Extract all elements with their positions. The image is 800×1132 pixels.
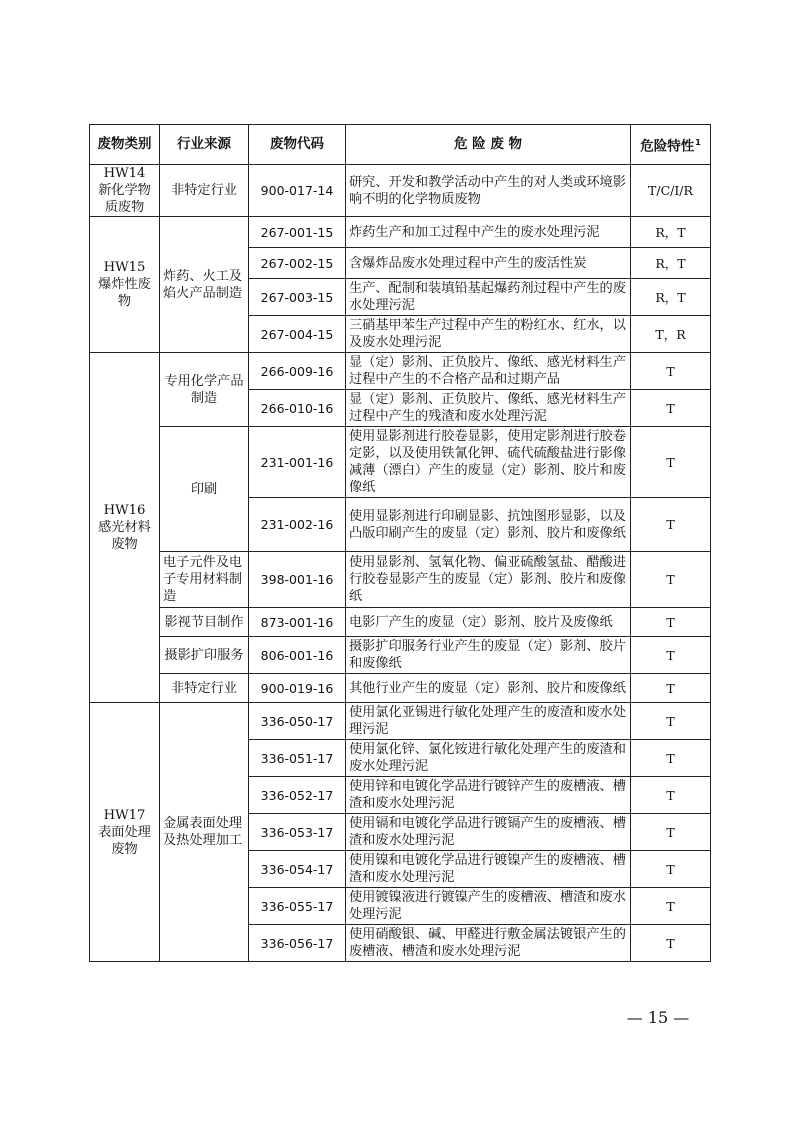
code-cell: 336-054-17 xyxy=(249,851,346,888)
description-cell: 使用显影剂、氢氧化物、偏亚硫酸氢盐、醋酸进行胶卷显影产生的废显（定）影剂、胶片和废像纸 xyxy=(346,552,631,608)
description-cell: 研究、开发和教学活动中产生的对人类或环境影响不明的化学物质废物 xyxy=(346,165,631,217)
table-row xyxy=(90,217,711,248)
industry-cell: 摄影扩印服务 xyxy=(160,637,249,674)
table-row xyxy=(90,637,711,674)
description-cell: 显（定）影剂、正负胶片、像纸、感光材料生产过程中产生的残渣和废水处理污泥 xyxy=(346,390,631,427)
header-category: 废物类别 xyxy=(90,125,160,165)
property-cell: T xyxy=(631,674,711,703)
page-number: — 15 — xyxy=(626,1008,690,1027)
description-cell: 炸药生产和加工过程中产生的废水处理污泥 xyxy=(346,217,631,248)
category-cell xyxy=(90,165,160,217)
industry-cell: 电子元件及电子专用材料制造 xyxy=(160,552,249,608)
industry-cell: 非特定行业 xyxy=(160,674,249,703)
code-cell: 336-051-17 xyxy=(249,740,346,777)
property-cell: T xyxy=(631,353,711,390)
description-cell: 使用显影剂进行胶卷显影，使用定影剂进行胶卷定影，以及使用铁氰化钾、硫代硫酸盐进行影像减薄（漂白）产生的废显（定）影剂、胶片和废像纸 xyxy=(346,427,631,498)
code-cell: 806-001-16 xyxy=(249,637,346,674)
table-row xyxy=(90,353,711,390)
property-cell: T xyxy=(631,637,711,674)
description-cell: 三硝基甲苯生产过程中产生的粉红水、红水，以及废水处理污泥 xyxy=(346,316,631,353)
code-cell: 336-052-17 xyxy=(249,777,346,814)
footnote-marker: 1 xyxy=(695,137,701,147)
property-cell: T xyxy=(631,427,711,498)
property-cell: T，R xyxy=(631,316,711,353)
code-cell: 231-001-16 xyxy=(249,427,346,498)
code-cell: 900-017-14 xyxy=(249,165,346,217)
property-cell: R，T xyxy=(631,248,711,279)
code-cell: 266-009-16 xyxy=(249,353,346,390)
industry-cell: 非特定行业 xyxy=(160,165,249,217)
property-cell: T xyxy=(631,851,711,888)
property-cell: T xyxy=(631,552,711,608)
header-property xyxy=(631,125,711,165)
industry-cell: 炸药、火工及焰火产品制造 xyxy=(160,217,249,353)
header-property-label: 危险特性 xyxy=(640,138,695,155)
code-cell: 231-002-16 xyxy=(249,498,346,552)
table-row xyxy=(90,165,711,217)
category-label: HW14 新化学物 质废物 xyxy=(98,166,151,215)
code-cell: 336-055-17 xyxy=(249,888,346,925)
table-row xyxy=(90,427,711,498)
property-cell: T/C/I/R xyxy=(631,165,711,217)
code-cell: 873-001-16 xyxy=(249,608,346,637)
property-cell: T xyxy=(631,498,711,552)
category-cell xyxy=(90,217,160,353)
code-cell: 266-010-16 xyxy=(249,390,346,427)
header-code: 废物代码 xyxy=(249,125,346,165)
code-cell: 336-053-17 xyxy=(249,814,346,851)
header-industry: 行业来源 xyxy=(160,125,249,165)
property-cell: T xyxy=(631,888,711,925)
description-cell: 使用镍和电镀化学品进行镀镍产生的废槽液、槽渣和废水处理污泥 xyxy=(346,851,631,888)
description-cell: 生产、配制和装填铅基起爆药剂过程中产生的废水处理污泥 xyxy=(346,279,631,316)
description-cell: 使用镉和电镀化学品进行镀镉产生的废槽液、槽渣和废水处理污泥 xyxy=(346,814,631,851)
industry-cell: 专用化学产品制造 xyxy=(160,353,249,427)
industry-cell: 金属表面处理及热处理加工 xyxy=(160,703,249,962)
code-cell: 267-002-15 xyxy=(249,248,346,279)
property-cell: T xyxy=(631,925,711,962)
code-cell: 267-003-15 xyxy=(249,279,346,316)
description-cell: 摄影扩印服务行业产生的废显（定）影剂、胶片和废像纸 xyxy=(346,637,631,674)
description-cell: 使用锌和电镀化学品进行镀锌产生的废槽液、槽渣和废水处理污泥 xyxy=(346,777,631,814)
table-row xyxy=(90,552,711,608)
description-cell: 其他行业产生的废显（定）影剂、胶片和废像纸 xyxy=(346,674,631,703)
table-header-row xyxy=(90,125,711,165)
property-cell: T xyxy=(631,608,711,637)
property-cell: T xyxy=(631,740,711,777)
table-row xyxy=(90,608,711,637)
category-cell xyxy=(90,353,160,703)
description-cell: 显（定）影剂、正负胶片、像纸、感光材料生产过程中产生的不合格产品和过期产品 xyxy=(346,353,631,390)
property-cell: T xyxy=(631,703,711,740)
description-cell: 使用镀镍液进行镀镍产生的废槽液、槽渣和废水处理污泥 xyxy=(346,888,631,925)
property-cell: R，T xyxy=(631,217,711,248)
category-label: HW15 爆炸性废 物 xyxy=(98,260,151,309)
table-row xyxy=(90,674,711,703)
category-label: HW17 表面处理 废物 xyxy=(98,807,151,857)
code-cell: 267-001-15 xyxy=(249,217,346,248)
description-cell: 使用氯化亚锡进行敏化处理产生的废渣和废水处理污泥 xyxy=(346,703,631,740)
description-cell: 使用氯化锌、氯化铵进行敏化处理产生的废渣和废水处理污泥 xyxy=(346,740,631,777)
code-cell: 900-019-16 xyxy=(249,674,346,703)
property-cell: R，T xyxy=(631,279,711,316)
code-cell: 398-001-16 xyxy=(249,552,346,608)
code-cell: 336-056-17 xyxy=(249,925,346,962)
table-row xyxy=(90,703,711,740)
code-cell: 267-004-15 xyxy=(249,316,346,353)
code-cell: 336-050-17 xyxy=(249,703,346,740)
property-cell: T xyxy=(631,777,711,814)
description-cell: 电影厂产生的废显（定）影剂、胶片及废像纸 xyxy=(346,608,631,637)
industry-cell: 影视节目制作 xyxy=(160,608,249,637)
property-cell: T xyxy=(631,814,711,851)
property-cell: T xyxy=(631,390,711,427)
category-cell xyxy=(90,703,160,962)
description-cell: 含爆炸品废水处理过程中产生的废活性炭 xyxy=(346,248,631,279)
category-label: HW16 感光材料 废物 xyxy=(98,503,151,552)
description-cell: 使用显影剂进行印刷显影、抗蚀图形显影，以及凸版印刷产生的废显（定）影剂、胶片和废像纸 xyxy=(346,498,631,552)
header-waste: 危 险 废 物 xyxy=(346,125,631,165)
description-cell: 使用硝酸银、碱、甲醛进行敷金属法镀银产生的废槽液、槽渣和废水处理污泥 xyxy=(346,925,631,962)
industry-cell: 印刷 xyxy=(160,427,249,552)
hazardous-waste-table xyxy=(89,124,711,962)
